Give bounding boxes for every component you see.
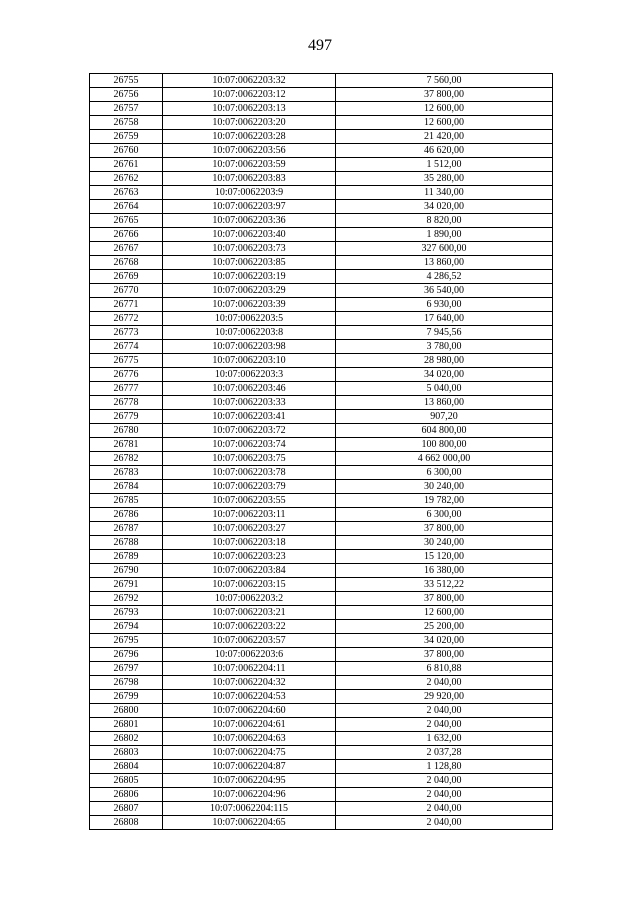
cadastral-number-cell: 10:07:0062203:15 xyxy=(163,578,336,592)
row-number-cell: 26799 xyxy=(90,690,163,704)
table-row xyxy=(90,620,553,634)
cadastral-value-cell: 30 240,00 xyxy=(336,480,553,494)
row-number-cell: 26767 xyxy=(90,242,163,256)
cadastral-value-cell: 1 128,80 xyxy=(336,760,553,774)
cadastral-value-cell: 34 020,00 xyxy=(336,200,553,214)
table-row xyxy=(90,256,553,270)
row-number-cell: 26782 xyxy=(90,452,163,466)
row-number-cell: 26776 xyxy=(90,368,163,382)
page-number: 497 xyxy=(308,37,332,54)
cadastral-number-cell: 10:07:0062203:41 xyxy=(163,410,336,424)
row-number-cell: 26792 xyxy=(90,592,163,606)
table-row xyxy=(90,102,553,116)
cadastral-number-cell: 10:07:0062204:65 xyxy=(163,816,336,830)
row-number-cell: 26784 xyxy=(90,480,163,494)
cadastral-value-cell: 12 600,00 xyxy=(336,102,553,116)
cadastral-value-cell: 2 040,00 xyxy=(336,704,553,718)
cadastral-value-cell: 8 820,00 xyxy=(336,214,553,228)
cadastral-value-cell: 36 540,00 xyxy=(336,284,553,298)
cadastral-number-cell: 10:07:0062203:78 xyxy=(163,466,336,480)
row-number-cell: 26789 xyxy=(90,550,163,564)
cadastral-value-cell: 2 037,28 xyxy=(336,746,553,760)
row-number-cell: 26805 xyxy=(90,774,163,788)
cadastral-value-cell: 34 020,00 xyxy=(336,368,553,382)
row-number-cell: 26769 xyxy=(90,270,163,284)
cadastral-number-cell: 10:07:0062203:36 xyxy=(163,214,336,228)
row-number-cell: 26786 xyxy=(90,508,163,522)
cadastral-number-cell: 10:07:0062203:10 xyxy=(163,354,336,368)
cadastral-number-cell: 10:07:0062204:95 xyxy=(163,774,336,788)
row-number-cell: 26763 xyxy=(90,186,163,200)
cadastral-number-cell: 10:07:0062204:61 xyxy=(163,718,336,732)
table-row xyxy=(90,676,553,690)
row-number-cell: 26773 xyxy=(90,326,163,340)
row-number-cell: 26796 xyxy=(90,648,163,662)
table-row xyxy=(90,410,553,424)
cadastral-number-cell: 10:07:0062203:21 xyxy=(163,606,336,620)
row-number-cell: 26783 xyxy=(90,466,163,480)
cadastral-number-cell: 10:07:0062203:39 xyxy=(163,298,336,312)
cadastral-number-cell: 10:07:0062203:73 xyxy=(163,242,336,256)
cadastral-number-cell: 10:07:0062203:59 xyxy=(163,158,336,172)
table-row xyxy=(90,718,553,732)
cadastral-value-cell: 327 600,00 xyxy=(336,242,553,256)
cadastral-value-cell: 6 930,00 xyxy=(336,298,553,312)
row-number-cell: 26794 xyxy=(90,620,163,634)
table-row xyxy=(90,340,553,354)
table-row xyxy=(90,158,553,172)
cadastral-number-cell: 10:07:0062203:56 xyxy=(163,144,336,158)
row-number-cell: 26808 xyxy=(90,816,163,830)
cadastral-value-cell: 604 800,00 xyxy=(336,424,553,438)
cadastral-value-cell: 2 040,00 xyxy=(336,816,553,830)
cadastral-number-cell: 10:07:0062203:18 xyxy=(163,536,336,550)
table-row xyxy=(90,130,553,144)
row-number-cell: 26757 xyxy=(90,102,163,116)
cadastral-number-cell: 10:07:0062203:84 xyxy=(163,564,336,578)
row-number-cell: 26755 xyxy=(90,74,163,88)
row-number-cell: 26790 xyxy=(90,564,163,578)
cadastral-number-cell: 10:07:0062204:60 xyxy=(163,704,336,718)
row-number-cell: 26777 xyxy=(90,382,163,396)
cadastral-number-cell: 10:07:0062203:12 xyxy=(163,88,336,102)
table-row xyxy=(90,788,553,802)
cadastral-number-cell: 10:07:0062203:72 xyxy=(163,424,336,438)
row-number-cell: 26778 xyxy=(90,396,163,410)
cadastral-value-cell: 34 020,00 xyxy=(336,634,553,648)
cadastral-value-cell: 4 662 000,00 xyxy=(336,452,553,466)
cadastral-value-cell: 6 810,88 xyxy=(336,662,553,676)
cadastral-value-cell: 37 800,00 xyxy=(336,522,553,536)
cadastral-value-cell: 12 600,00 xyxy=(336,606,553,620)
row-number-cell: 26780 xyxy=(90,424,163,438)
cadastral-number-cell: 10:07:0062203:6 xyxy=(163,648,336,662)
cadastral-value-cell: 3 780,00 xyxy=(336,340,553,354)
cadastral-value-cell: 21 420,00 xyxy=(336,130,553,144)
cadastral-value-cell: 28 980,00 xyxy=(336,354,553,368)
cadastral-value-cell: 15 120,00 xyxy=(336,550,553,564)
cadastral-number-cell: 10:07:0062203:55 xyxy=(163,494,336,508)
table-row xyxy=(90,522,553,536)
row-number-cell: 26774 xyxy=(90,340,163,354)
cadastral-value-cell: 33 512,22 xyxy=(336,578,553,592)
table-row xyxy=(90,508,553,522)
table-row xyxy=(90,648,553,662)
cadastral-value-cell: 6 300,00 xyxy=(336,508,553,522)
cadastral-number-cell: 10:07:0062203:3 xyxy=(163,368,336,382)
cadastral-number-cell: 10:07:0062203:11 xyxy=(163,508,336,522)
cadastral-value-cell: 35 280,00 xyxy=(336,172,553,186)
table-row xyxy=(90,186,553,200)
row-number-cell: 26797 xyxy=(90,662,163,676)
cadastral-number-cell: 10:07:0062204:53 xyxy=(163,690,336,704)
cadastral-value-cell: 6 300,00 xyxy=(336,466,553,480)
cadastral-number-cell: 10:07:0062203:13 xyxy=(163,102,336,116)
table-row xyxy=(90,606,553,620)
cadastral-number-cell: 10:07:0062203:29 xyxy=(163,284,336,298)
cadastral-number-cell: 10:07:0062204:63 xyxy=(163,732,336,746)
cadastral-number-cell: 10:07:0062203:98 xyxy=(163,340,336,354)
row-number-cell: 26756 xyxy=(90,88,163,102)
cadastral-number-cell: 10:07:0062203:32 xyxy=(163,74,336,88)
table-row xyxy=(90,312,553,326)
table-row xyxy=(90,368,553,382)
row-number-cell: 26806 xyxy=(90,788,163,802)
table-body xyxy=(90,74,553,830)
cadastral-value-cell: 37 800,00 xyxy=(336,88,553,102)
table-row xyxy=(90,424,553,438)
table-row xyxy=(90,284,553,298)
table-row xyxy=(90,480,553,494)
row-number-cell: 26761 xyxy=(90,158,163,172)
cadastral-value-cell: 2 040,00 xyxy=(336,788,553,802)
cadastral-value-cell: 13 860,00 xyxy=(336,256,553,270)
row-number-cell: 26770 xyxy=(90,284,163,298)
cadastral-number-cell: 10:07:0062203:20 xyxy=(163,116,336,130)
cadastral-value-cell: 100 800,00 xyxy=(336,438,553,452)
table-row xyxy=(90,88,553,102)
cadastral-value-cell: 37 800,00 xyxy=(336,648,553,662)
cadastral-number-cell: 10:07:0062203:33 xyxy=(163,396,336,410)
cadastral-number-cell: 10:07:0062204:96 xyxy=(163,788,336,802)
row-number-cell: 26800 xyxy=(90,704,163,718)
row-number-cell: 26798 xyxy=(90,676,163,690)
cadastral-number-cell: 10:07:0062204:32 xyxy=(163,676,336,690)
cadastral-value-cell: 37 800,00 xyxy=(336,592,553,606)
cadastral-value-cell: 30 240,00 xyxy=(336,536,553,550)
row-number-cell: 26788 xyxy=(90,536,163,550)
cadastral-number-cell: 10:07:0062203:23 xyxy=(163,550,336,564)
cadastral-number-cell: 10:07:0062203:83 xyxy=(163,172,336,186)
cadastral-number-cell: 10:07:0062203:57 xyxy=(163,634,336,648)
row-number-cell: 26768 xyxy=(90,256,163,270)
table-row xyxy=(90,536,553,550)
row-number-cell: 26804 xyxy=(90,760,163,774)
cadastral-value-cell: 1 890,00 xyxy=(336,228,553,242)
table-row xyxy=(90,172,553,186)
row-number-cell: 26764 xyxy=(90,200,163,214)
table-row xyxy=(90,760,553,774)
row-number-cell: 26759 xyxy=(90,130,163,144)
table-row xyxy=(90,242,553,256)
cadastral-value-cell: 19 782,00 xyxy=(336,494,553,508)
table-row xyxy=(90,116,553,130)
cadastral-number-cell: 10:07:0062203:9 xyxy=(163,186,336,200)
cadastral-value-cell: 11 340,00 xyxy=(336,186,553,200)
cadastral-value-table xyxy=(89,73,553,830)
cadastral-value-cell: 4 286,52 xyxy=(336,270,553,284)
cadastral-number-cell: 10:07:0062204:115 xyxy=(163,802,336,816)
cadastral-number-cell: 10:07:0062204:87 xyxy=(163,760,336,774)
table-row xyxy=(90,228,553,242)
table-row xyxy=(90,298,553,312)
table-row xyxy=(90,326,553,340)
table-row xyxy=(90,396,553,410)
cadastral-value-cell: 17 640,00 xyxy=(336,312,553,326)
table-row xyxy=(90,494,553,508)
row-number-cell: 26762 xyxy=(90,172,163,186)
table-row xyxy=(90,802,553,816)
table-row xyxy=(90,816,553,830)
row-number-cell: 26802 xyxy=(90,732,163,746)
table-row xyxy=(90,354,553,368)
cadastral-number-cell: 10:07:0062203:8 xyxy=(163,326,336,340)
row-number-cell: 26758 xyxy=(90,116,163,130)
table-row xyxy=(90,578,553,592)
table-row xyxy=(90,662,553,676)
cadastral-number-cell: 10:07:0062203:40 xyxy=(163,228,336,242)
cadastral-value-cell: 12 600,00 xyxy=(336,116,553,130)
cadastral-value-cell: 29 920,00 xyxy=(336,690,553,704)
row-number-cell: 26785 xyxy=(90,494,163,508)
table-row xyxy=(90,746,553,760)
table-row xyxy=(90,144,553,158)
cadastral-value-cell: 16 380,00 xyxy=(336,564,553,578)
cadastral-number-cell: 10:07:0062203:46 xyxy=(163,382,336,396)
cadastral-value-cell: 907,20 xyxy=(336,410,553,424)
row-number-cell: 26772 xyxy=(90,312,163,326)
cadastral-number-cell: 10:07:0062203:27 xyxy=(163,522,336,536)
cadastral-number-cell: 10:07:0062203:74 xyxy=(163,438,336,452)
row-number-cell: 26793 xyxy=(90,606,163,620)
cadastral-value-cell: 7 560,00 xyxy=(336,74,553,88)
table-row xyxy=(90,214,553,228)
table-row xyxy=(90,732,553,746)
table-row xyxy=(90,550,553,564)
cadastral-number-cell: 10:07:0062203:75 xyxy=(163,452,336,466)
row-number-cell: 26787 xyxy=(90,522,163,536)
cadastral-value-cell: 5 040,00 xyxy=(336,382,553,396)
cadastral-value-cell: 1 632,00 xyxy=(336,732,553,746)
row-number-cell: 26807 xyxy=(90,802,163,816)
table-row xyxy=(90,74,553,88)
cadastral-number-cell: 10:07:0062204:75 xyxy=(163,746,336,760)
cadastral-number-cell: 10:07:0062203:85 xyxy=(163,256,336,270)
table-row xyxy=(90,270,553,284)
row-number-cell: 26775 xyxy=(90,354,163,368)
table-row xyxy=(90,466,553,480)
row-number-cell: 26781 xyxy=(90,438,163,452)
table-row xyxy=(90,382,553,396)
cadastral-value-cell: 2 040,00 xyxy=(336,718,553,732)
table-row xyxy=(90,634,553,648)
table-row xyxy=(90,200,553,214)
cadastral-number-cell: 10:07:0062203:79 xyxy=(163,480,336,494)
row-number-cell: 26771 xyxy=(90,298,163,312)
row-number-cell: 26765 xyxy=(90,214,163,228)
row-number-cell: 26795 xyxy=(90,634,163,648)
cadastral-value-cell: 1 512,00 xyxy=(336,158,553,172)
cadastral-value-cell: 2 040,00 xyxy=(336,802,553,816)
cadastral-number-cell: 10:07:0062203:97 xyxy=(163,200,336,214)
table-row xyxy=(90,690,553,704)
row-number-cell: 26791 xyxy=(90,578,163,592)
cadastral-value-cell: 7 945,56 xyxy=(336,326,553,340)
cadastral-number-cell: 10:07:0062204:11 xyxy=(163,662,336,676)
table-row xyxy=(90,774,553,788)
table-row xyxy=(90,564,553,578)
row-number-cell: 26766 xyxy=(90,228,163,242)
cadastral-value-cell: 2 040,00 xyxy=(336,774,553,788)
table-row xyxy=(90,704,553,718)
cadastral-value-cell: 25 200,00 xyxy=(336,620,553,634)
cadastral-number-cell: 10:07:0062203:5 xyxy=(163,312,336,326)
cadastral-number-cell: 10:07:0062203:22 xyxy=(163,620,336,634)
cadastral-value-cell: 46 620,00 xyxy=(336,144,553,158)
cadastral-number-cell: 10:07:0062203:2 xyxy=(163,592,336,606)
table-row xyxy=(90,438,553,452)
cadastral-value-cell: 2 040,00 xyxy=(336,676,553,690)
cadastral-number-cell: 10:07:0062203:19 xyxy=(163,270,336,284)
table-row xyxy=(90,592,553,606)
row-number-cell: 26803 xyxy=(90,746,163,760)
row-number-cell: 26779 xyxy=(90,410,163,424)
row-number-cell: 26760 xyxy=(90,144,163,158)
table-row xyxy=(90,452,553,466)
cadastral-value-cell: 13 860,00 xyxy=(336,396,553,410)
cadastral-number-cell: 10:07:0062203:28 xyxy=(163,130,336,144)
row-number-cell: 26801 xyxy=(90,718,163,732)
